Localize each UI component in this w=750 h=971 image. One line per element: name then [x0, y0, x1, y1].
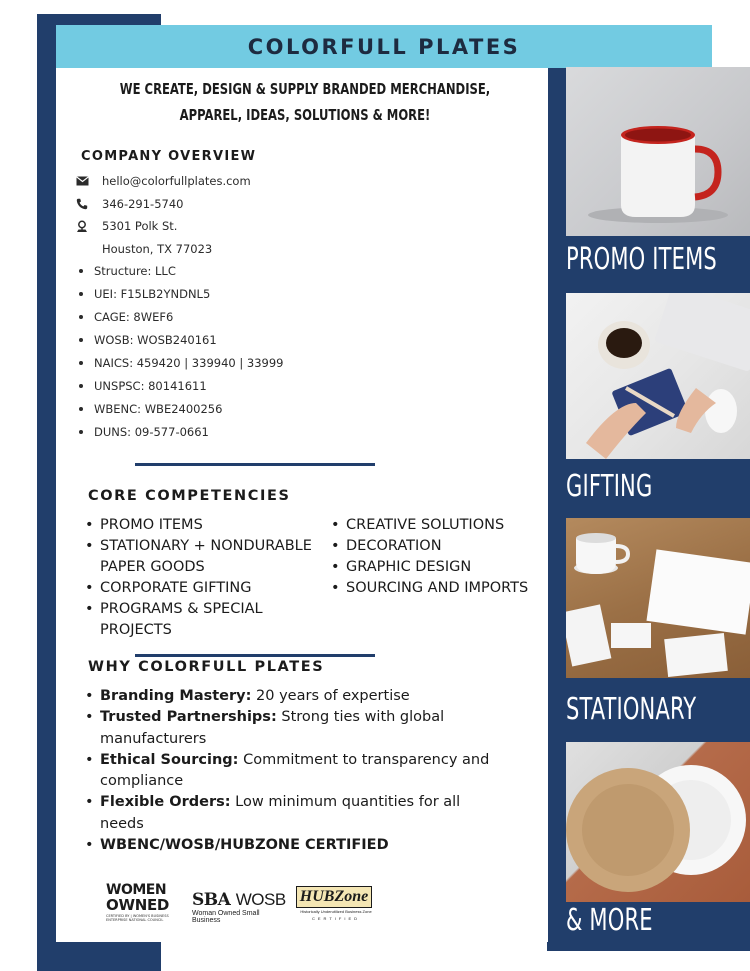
- tagline-line-2: APPAREL, IDEAS, SOLUTIONS & MORE!: [179, 106, 431, 124]
- tagline-line-1: WE CREATE, DESIGN & SUPPLY BRANDED MERCHANDISE,: [119, 80, 491, 98]
- address-city: Houston, TX 77023: [102, 241, 213, 256]
- fact-unspsc: UNSPSC: 80141611: [79, 374, 283, 397]
- competency-item: • CORPORATE GIFTING: [85, 578, 325, 599]
- fact-duns: DUNS: 09-577-0661: [79, 420, 283, 443]
- company-title: COLORFULL PLATES: [247, 34, 521, 59]
- competency-item: • PROGRAMS & SPECIAL PROJECTS: [85, 599, 325, 641]
- promo-items-photo: [566, 67, 750, 236]
- contact-phone: [76, 193, 251, 216]
- why-item: • Flexible Orders: Low minimum quantities for all needs: [85, 792, 505, 835]
- fact-naics: NAICS: 459420 | 339940 | 33999: [79, 351, 283, 374]
- why-list: [85, 686, 505, 856]
- gifting-photo: [566, 293, 750, 459]
- contact-address-line-1: [76, 215, 251, 238]
- promo-items-label: PROMO ITEMS: [566, 242, 717, 277]
- fact-structure: Structure: LLC: [79, 259, 283, 282]
- competency-item: • SOURCING AND IMPORTS: [331, 578, 531, 599]
- phone-icon: [76, 198, 102, 210]
- title-banner: [56, 25, 712, 68]
- why-heading: WHY COLORFULL PLATES: [88, 659, 325, 675]
- competency-item: • PROMO ITEMS: [85, 515, 325, 536]
- why-item: • Trusted Partnerships: Strong ties with global manufacturers: [85, 707, 505, 750]
- sba-wosb-logo: SBA WOSB Woman Owned Small Business: [192, 890, 286, 924]
- fact-wbenc: WBENC: WBE2400256: [79, 397, 283, 420]
- company-overview-heading: COMPANY OVERVIEW: [81, 149, 257, 164]
- stationary-photo: [566, 518, 750, 678]
- competencies-left-list: [85, 515, 325, 641]
- contact-address-line-2: [76, 238, 251, 261]
- core-competencies-heading: CORE COMPETENCIES: [88, 488, 291, 504]
- company-facts-list: [79, 259, 283, 443]
- why-item: • WBENC/WOSB/HUBZONE CERTIFIED: [85, 835, 505, 856]
- competency-item: • DECORATION: [331, 536, 531, 557]
- section-divider: [135, 654, 375, 657]
- competency-item: • STATIONARY + NONDURABLE PAPER GOODS: [85, 536, 325, 578]
- competency-item: • CREATIVE SOLUTIONS: [331, 515, 531, 536]
- stationary-label: STATIONARY: [566, 692, 697, 727]
- section-divider: [135, 463, 375, 466]
- location-pin-icon: [76, 220, 102, 233]
- fact-cage: CAGE: 8WEF6: [79, 305, 283, 328]
- more-label: & MORE: [566, 903, 653, 938]
- sba-mark: SBA: [192, 890, 231, 910]
- competency-item: • GRAPHIC DESIGN: [331, 557, 531, 578]
- hubzone-logo: HUBZone Historically Underutilized Business Zone CERTIFIED: [296, 882, 376, 922]
- more-photo: [566, 742, 750, 902]
- certification-logos: [106, 878, 376, 926]
- gifting-label: GIFTING: [566, 469, 653, 504]
- fact-uei: UEI: F15LB2YNDNL5: [79, 282, 283, 305]
- phone-text: 346-291-5740: [102, 196, 184, 211]
- wosb-mark: WOSB: [235, 890, 286, 909]
- email-text: hello@colorfullplates.com: [102, 174, 251, 189]
- competencies-right-list: [331, 515, 531, 599]
- contact-block: [76, 170, 251, 260]
- why-item: • Ethical Sourcing: Commitment to transparency and compliance: [85, 750, 505, 793]
- tagline: [91, 76, 519, 128]
- why-item: • Branding Mastery: 20 years of expertise: [85, 686, 505, 707]
- address-street: 5301 Polk St.: [102, 219, 178, 234]
- women-owned-logo: WOMEN OWNED CERTIFIED BY | WOMEN'S BUSINESS ENTERPRISE NATIONAL COUNCIL: [106, 882, 170, 922]
- envelope-icon: [76, 176, 102, 186]
- contact-email: [76, 170, 251, 193]
- fact-wosb: WOSB: WOSB240161: [79, 328, 283, 351]
